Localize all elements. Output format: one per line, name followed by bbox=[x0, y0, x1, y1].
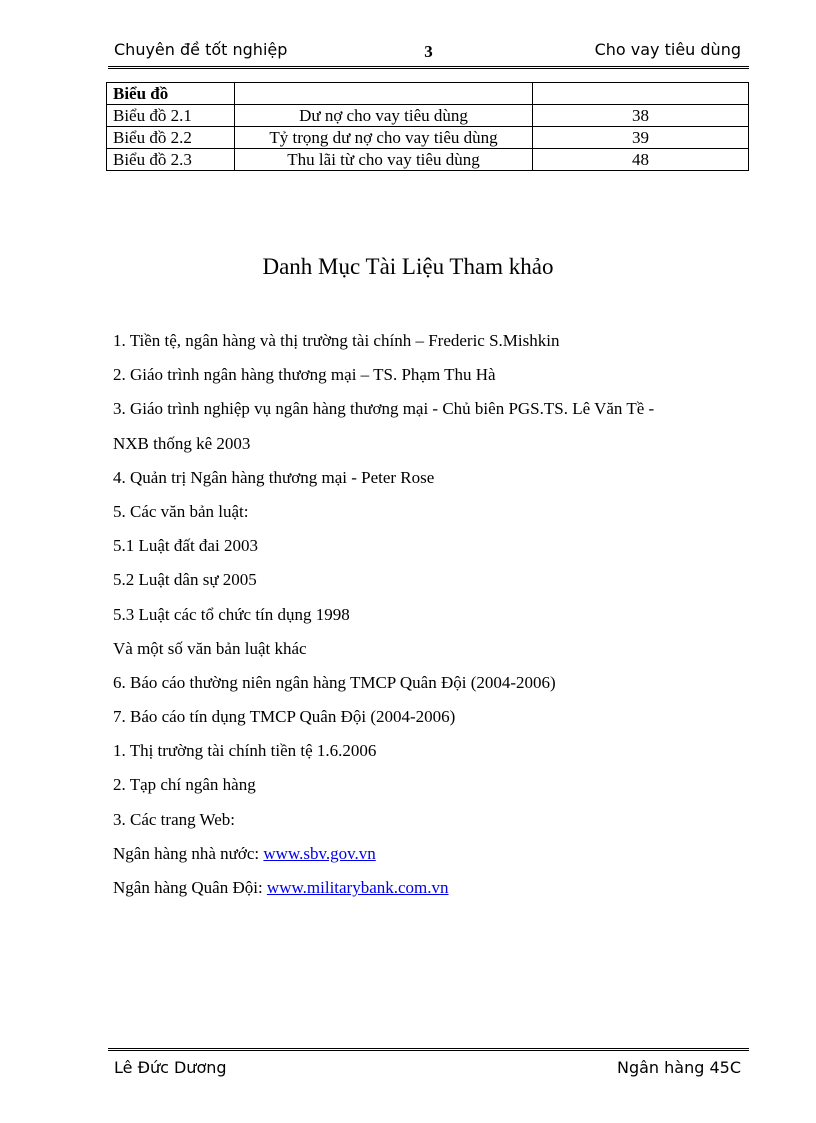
page-number: 3 bbox=[424, 42, 433, 61]
footer-class: Ngân hàng 45C bbox=[616, 1058, 741, 1077]
figure-title: Dư nợ cho vay tiêu dùng bbox=[235, 105, 533, 127]
figure-list-table bbox=[106, 82, 749, 171]
web-reference-label: Ngân hàng Quân Đội: bbox=[113, 878, 267, 897]
table-row bbox=[107, 105, 749, 127]
figure-page: 39 bbox=[533, 127, 749, 149]
reference-item: 2. Giáo trình ngân hàng thương mại – TS. Phạm Thu Hà bbox=[113, 365, 496, 385]
reference-item: NXB thống kê 2003 bbox=[113, 433, 251, 453]
table-heading-row bbox=[107, 83, 749, 105]
figure-label: Biểu đồ 2.2 bbox=[107, 127, 235, 149]
reference-item: 5.1 Luật đất đai 2003 bbox=[113, 536, 258, 556]
reference-item: 5.2 Luật dân sự 2005 bbox=[113, 570, 257, 590]
web-reference-sbv bbox=[113, 840, 743, 874]
militarybank-link[interactable]: www.militarybank.com.vn bbox=[266, 878, 449, 897]
reference-item: Và một số văn bản luật khác bbox=[113, 638, 307, 658]
table-heading: Biểu đồ bbox=[107, 83, 235, 105]
reference-item: 7. Báo cáo tín dụng TMCP Quân Đội (2004-2006) bbox=[113, 707, 456, 727]
figure-label: Biểu đồ 2.1 bbox=[107, 105, 235, 127]
reference-item: 2. Tạp chí ngân hàng bbox=[113, 775, 256, 795]
reference-item: 5.3 Luật các tổ chức tín dụng 1998 bbox=[113, 604, 350, 624]
page-header bbox=[108, 40, 749, 62]
web-reference-label: Ngân hàng nhà nước: bbox=[113, 843, 264, 863]
table-row bbox=[107, 127, 749, 149]
header-topic: Cho vay tiêu dùng bbox=[594, 40, 741, 59]
footer-divider bbox=[108, 1048, 749, 1051]
table-cell-empty bbox=[533, 83, 749, 105]
header-divider bbox=[108, 66, 749, 69]
reference-item: 6. Báo cáo thường niên ngân hàng TMCP Quân Đội (2004-2006) bbox=[113, 672, 556, 692]
reference-item: 4. Quản trị Ngân hàng thương mại - Peter Rose bbox=[113, 467, 435, 487]
figure-page: 38 bbox=[533, 105, 749, 127]
sbv-link[interactable]: www.sbv.gov.vn bbox=[263, 843, 376, 863]
reference-item: 1. Thị trường tài chính tiền tệ 1.6.2006 bbox=[113, 741, 377, 761]
reference-item: 5. Các văn bản luật: bbox=[113, 501, 249, 521]
footer-author: Lê Đức Dương bbox=[114, 1058, 227, 1077]
figure-title: Thu lãi từ cho vay tiêu dùng bbox=[235, 149, 533, 171]
web-reference-militarybank bbox=[113, 874, 743, 908]
header-document-type: Chuyên đề tốt nghiệp bbox=[114, 40, 288, 59]
figure-title: Tỷ trọng dư nợ cho vay tiêu dùng bbox=[235, 127, 533, 149]
reference-item: 1. Tiền tệ, ngân hàng và thị trường tài chính – Frederic S.Mishkin bbox=[113, 331, 560, 350]
table-row bbox=[107, 149, 749, 171]
reference-list bbox=[113, 327, 743, 908]
figure-label: Biểu đồ 2.3 bbox=[107, 149, 235, 171]
figure-page: 48 bbox=[533, 149, 749, 171]
reference-item: 3. Giáo trình nghiệp vụ ngân hàng thương mại - Chủ biên PGS.TS. Lê Văn Tề - bbox=[113, 399, 655, 419]
references-title: Danh Mục Tài Liệu Tham khảo bbox=[262, 254, 554, 279]
page-footer bbox=[108, 1058, 749, 1080]
reference-item: 3. Các trang Web: bbox=[113, 809, 236, 829]
table-cell-empty bbox=[235, 83, 533, 105]
